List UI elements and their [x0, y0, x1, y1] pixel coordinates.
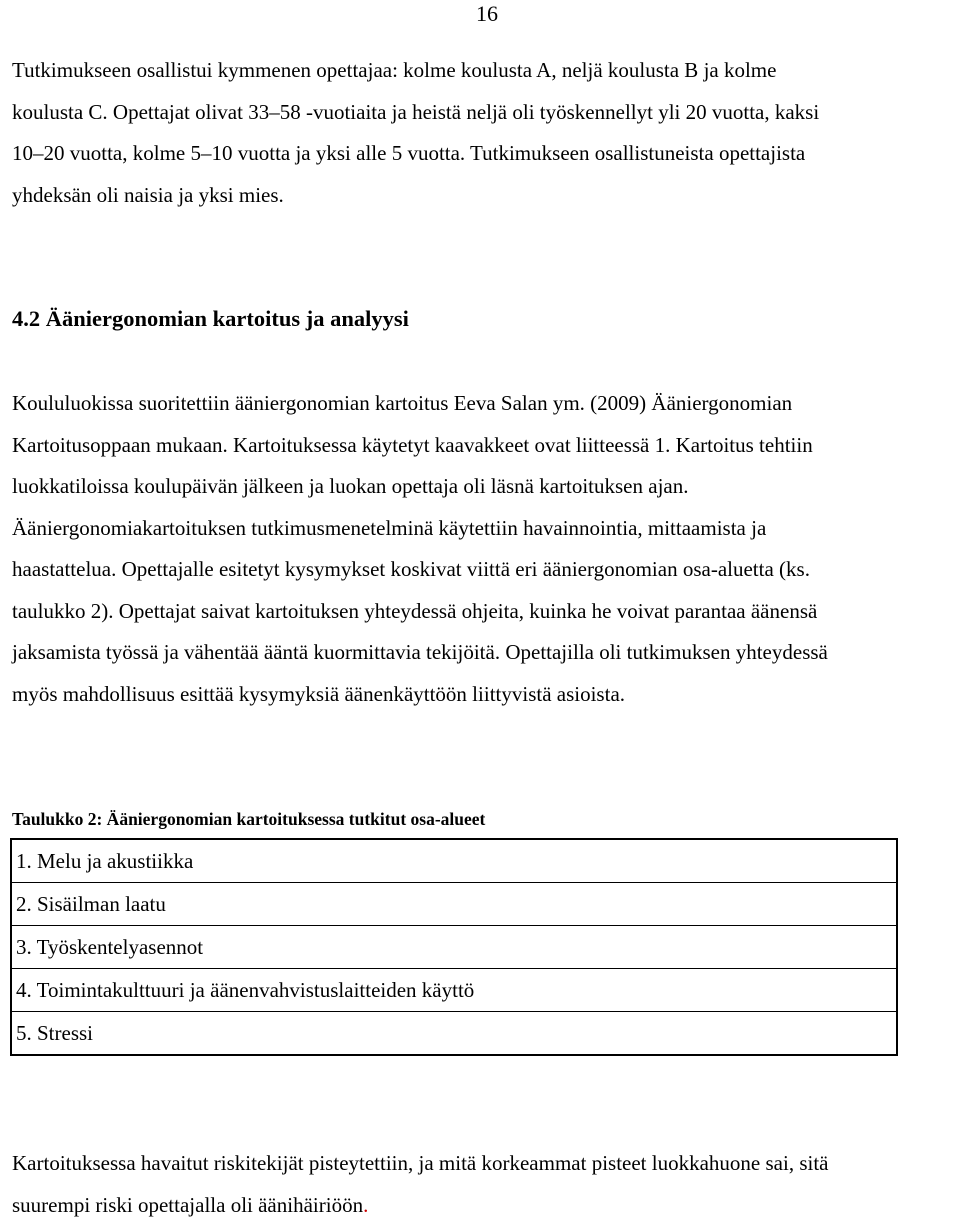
- paragraph-line: taulukko 2). Opettajat saivat kartoituksen yhteydessä ohjeita, kuinka he voivat parantaa äänensä: [12, 591, 828, 633]
- paragraph-line: koulusta C. Opettajat olivat 33–58 -vuotiaita ja heistä neljä oli työskennellyt yli 20 vuotta, kaksi: [12, 92, 819, 134]
- page-number: 16: [476, 2, 498, 26]
- areas-table: [10, 838, 898, 1056]
- table-cell: 3. Työskentelyasennot: [11, 926, 897, 969]
- paragraph-line: yhdeksän oli naisia ja yksi mies.: [12, 175, 819, 217]
- paragraph-line: Koululuokissa suoritettiin ääniergonomian kartoitus Eeva Salan ym. (2009) Ääniergonomian: [12, 383, 828, 425]
- paragraph-risk-scoring: [12, 1143, 828, 1226]
- table-row: [11, 839, 897, 883]
- paragraph-survey-method: [12, 383, 828, 715]
- paragraph-line: 10–20 vuotta, kolme 5–10 vuotta ja yksi alle 5 vuotta. Tutkimukseen osallistuneista opettajista: [12, 133, 819, 175]
- final-period: .: [363, 1193, 368, 1217]
- table-cell: 5. Stressi: [11, 1012, 897, 1056]
- paragraph-line: Kartoitusoppaan mukaan. Kartoituksessa käytetyt kaavakkeet ovat liitteessä 1. Kartoitus tehtiin: [12, 425, 828, 467]
- paragraph-line: jaksamista työssä ja vähentää ääntä kuormittavia tekijöitä. Opettajilla oli tutkimuksen yhteydessä: [12, 632, 828, 674]
- table-row: [11, 969, 897, 1012]
- paragraph-text: suurempi riski opettajalla oli äänihäiriöön: [12, 1193, 363, 1217]
- table-cell: 1. Melu ja akustiikka: [11, 839, 897, 883]
- paragraph-line: Ääniergonomiakartoituksen tutkimusmenetelminä käytettiin havainnointia, mittaamista ja: [12, 508, 828, 550]
- paragraph-participants: [12, 50, 819, 216]
- table-row: [11, 883, 897, 926]
- paragraph-line: myös mahdollisuus esittää kysymyksiä äänenkäyttöön liittyvistä asioista.: [12, 674, 828, 716]
- table-caption: Taulukko 2: Ääniergonomian kartoituksessa tutkitut osa-alueet: [12, 808, 485, 830]
- table-row: [11, 1012, 897, 1056]
- table-row: [11, 926, 897, 969]
- paragraph-line-last: [12, 1185, 828, 1226]
- table-cell: 2. Sisäilman laatu: [11, 883, 897, 926]
- paragraph-line: Kartoituksessa havaitut riskitekijät pisteytettiin, ja mitä korkeammat pisteet luokkahuone sai, sitä: [12, 1143, 828, 1185]
- section-heading: 4.2 Ääniergonomian kartoitus ja analyysi: [12, 304, 409, 334]
- paragraph-line: Tutkimukseen osallistui kymmenen opettajaa: kolme koulusta A, neljä koulusta B ja kolme: [12, 50, 819, 92]
- paragraph-line: luokkatiloissa koulupäivän jälkeen ja luokan opettaja oli läsnä kartoituksen ajan.: [12, 466, 828, 508]
- table-cell: 4. Toimintakulttuuri ja äänenvahvistuslaitteiden käyttö: [11, 969, 897, 1012]
- paragraph-line: haastattelua. Opettajalle esitetyt kysymykset koskivat viittä eri ääniergonomian osa-aluetta (ks.: [12, 549, 828, 591]
